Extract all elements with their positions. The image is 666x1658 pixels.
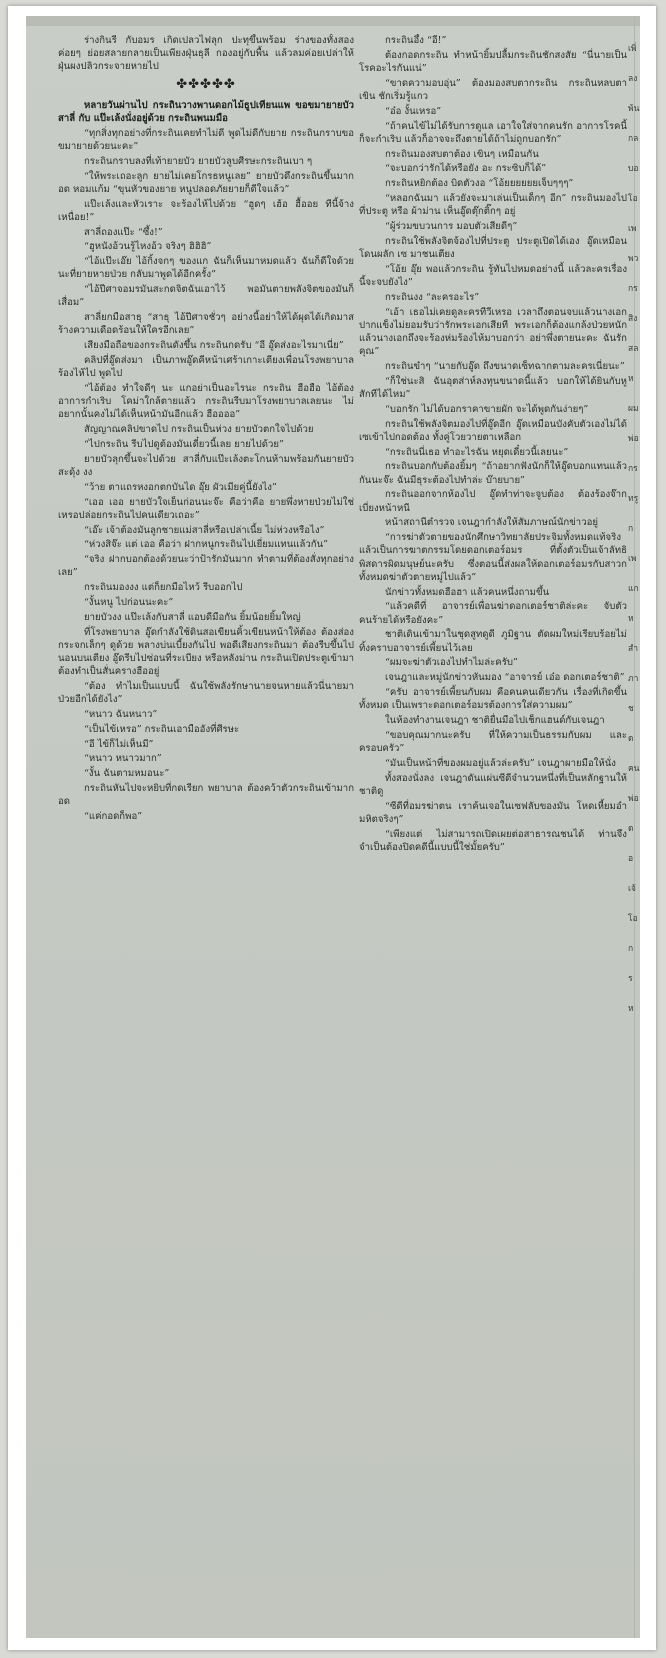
- paragraph: “ว้าย ตาแถรหงอกตกบันได อุ๊ย ผัวเมียคู่นี้ยังไง”: [84, 481, 277, 493]
- edge-fragment: พ่อ: [628, 794, 639, 804]
- edge-fragment: ก: [628, 944, 634, 954]
- edge-fragment: ร: [628, 974, 633, 984]
- edge-fragment: ช: [628, 704, 634, 714]
- paragraph: “งั้นหนู ไปก่อนนะคะ”: [84, 596, 174, 608]
- paragraph: “ขาดความอบอุ่น” ต้องมองสบตากระถิน กระถินหลบตาเขิน ชักเริ่มรู้แกว: [359, 77, 627, 102]
- edge-fragment: เพิ่: [628, 44, 637, 54]
- paragraph: “หนาว หนาวมาก”: [84, 753, 162, 765]
- paragraph: “ไอ้แป๊ะเอ๊ย ไอ้กิ้งจกๆ ของแก ฉันก็เห็นมาหมดแล้ว ฉันก็ดีใจด้วยนะที่ยายหายป่วย กลับมาพูดได้อีกครั้ง”: [58, 256, 354, 281]
- paragraph: คลิปที่อู๊ดส่งมา เป็นภาพอู๊ดคีหน้าเศร้าเกาะเตียงเพื่อนโรงพยาบาลร้องไห้ไป พูดไป: [58, 355, 354, 380]
- paragraph: “ฮูหนังอ้วนรู้ไหงอ้ว จริงๆ ฮิฮิฮิ”: [84, 241, 212, 253]
- paragraph: เจนฎาและหมู่นักข่าวหันมอง “อาจารย์ เอ๋อ ดอกเตอร์ชาติ”: [385, 672, 625, 684]
- edge-fragment: โอ: [628, 914, 638, 924]
- edge-fragment: สำ: [628, 644, 638, 654]
- paragraph: “งั้น ฉันตามหมอนะ”: [84, 768, 170, 780]
- paragraph: กระถินใช้พลังจิตมองไปที่อู๊ดอีก อู๊ดเหมือนบังคับตัวเองไม่ได้ เซเข้าไปกอดต้อง ทั้งคู่โวยวายตาเหลือก: [359, 418, 627, 443]
- paragraph: กระถินอึ้ง “อี!”: [385, 35, 447, 46]
- edge-fragment: ห: [628, 614, 634, 624]
- edge-fragment: ด: [628, 734, 634, 744]
- edge-fragment: ลง: [628, 74, 638, 84]
- section-lead-paragraph: หลายวันผ่านไป กระถินวางพานดอกไม้ธูปเทียนแพ ขอขมายายบัว สาลี่ กับ แป๊ะเล้งนั่งอยู่ด้วย กระถินพนมมือ: [58, 99, 354, 125]
- paragraph: “แล้วคดีที่ อาจารย์เพื่อนฆ่าดอกเตอร์ชาติล่ะคะ จับตัวคนร้ายได้หรือยังคะ”: [359, 601, 627, 626]
- paragraph: “ถ้าคนไข้ไม่ได้รับการดูแล เอาใจใส่จากคนรัก อาการโรคนี้ก็จะกำเริบ แล้วก็อาจจะถึงตายได้ถ้าไม่ถูกบอกรัก”: [359, 120, 627, 145]
- article-left-column: [58, 34, 354, 1634]
- section-divider-stars: ✤✤✤✤✤: [176, 76, 236, 92]
- edge-fragment: เพ: [628, 554, 637, 564]
- paragraph: ที่โรงพยาบาล อู๊ดกำลังใช้ดินสอเขียนคิ้วเขียนหน้าให้ต้อง ต้องส่องกระจกเล็กๆ ดูด้วย พลางบ่นเบี้ยงกันไป พอดีเสียงกระถินมา ต้องรีบขึ้นไปนอนบนเตียง อู๊ดรีบไปซ่อนที่ระเบียง หรือหลังม่าน กระถินเปิดประตูเข้ามา ต้องทำเป็นสั่นครางฮืออยู่: [58, 626, 354, 678]
- paragraph: “ผมจะฆ่าตัวเองไปทำไมล่ะครับ”: [385, 657, 518, 669]
- edge-fragment: พ้น: [628, 104, 640, 114]
- paragraph: กระถินบอกกับต้องยิ้มๆ “ถ้าอยากฟังนักก็ให้อู๊ดบอกแทนแล้วกันนะจ๊ะ ฉันมีธุระต้องไปทำล่ะ บ๊ายบาย”: [359, 461, 627, 486]
- paragraph: “หนาว ฉันหนาว”: [84, 708, 158, 720]
- edge-fragment: บอ: [628, 164, 639, 174]
- edge-fragment: ผม: [628, 404, 639, 414]
- paragraph: ร่างกินรี กับอมร เกิดเปลวไฟลุก ปะทุขึ้นพร้อม ร่างของทั้งสองค่อยๆ ย่อยสลายกลายเป็นเพียงฝุ่นธุลี กองอยู่กับพื้น แล้วลมค่อยเปล่าให้ฝุ่นผงปลิวกระจายหายไป: [58, 35, 354, 73]
- paragraph: ต้องกอดกระถิน ทำหน้ายิ้มปลื้มกระถินชักสงสัย “นี่นายเป็นโรคอะไรกันแน่”: [359, 49, 627, 74]
- paragraph: “มันเป็นหน้าที่ของผมอยู่แล้วล่ะครับ” เจนฎาผายมือให้นั่ง: [385, 757, 616, 769]
- paragraph: “แค่กอดก็พอ”: [84, 810, 143, 822]
- page-top-strip: [26, 16, 640, 26]
- edge-fragment: ห: [628, 374, 634, 384]
- paragraph: “เป็นไข้เหรอ” กระถินเอามืออังที่ศีรษะ: [84, 723, 240, 735]
- edge-fragment: พว: [628, 254, 639, 264]
- paragraph: “ซีดีที่อมรฆ่าตน เราค้นเจอในเซฟลับของมัน โหดเหี้ยมอำมหิตจริงๆ”: [359, 800, 627, 825]
- paragraph: “ผู้ร่วมขบวนการ มอบตัวเสียดีๆ”: [385, 220, 518, 232]
- paragraph: ชาติเดินเข้ามาในชุดสูทดูดี ภูมิฐาน ตัดผมใหม่เรียบร้อยไม่ทิ้งคราบอาจารย์เพี้ยนไว้เลย: [359, 629, 627, 654]
- edge-fragment: แก: [628, 584, 639, 594]
- paragraph: “ขอบคุณมากนะครับ ที่ให้ความเป็นธรรมกับผม และครอบครัว”: [359, 729, 627, 754]
- edge-fragment: พ่อ: [628, 434, 639, 444]
- paragraph: “ไอ้ต้อง ทำใจดีๆ นะ แกอย่าเป็นอะไรนะ กระถิน ฮือฮือ ไอ้ต้องอาการกำเริบ โคม่าใกล้ตายแล้ว กระถินรีบมาโรงพยาบาลเลยนะ ไม่อยากนั้นคงไม่ได้เห็นหน้ามันอีกแล้ว ฮืออออ”: [58, 383, 354, 421]
- paragraph: กระถินกราบลงที่เท้ายายบัว ยายบัวลูบศีรษะกระถินเบา ๆ: [84, 155, 313, 167]
- paragraph: “โอ้ย อุ๊ย พอแล้วกระถิน รู้ทันไปหมดอย่างนี้ แล้วละครเรื่องนี้จะจบยังไง”: [359, 263, 627, 288]
- paragraph: “ทุกสิ่งทุกอย่างที่กระถินเคยทำไม่ดี พูดไม่ดีกับยาย กระถินกราบขอขมายายด้วยนะคะ”: [58, 127, 354, 153]
- paragraph: สาลี่ยกมือสาธุ “สาธุ ไอ้ปีศาจชั่วๆ อย่างนี้อย่าให้ได้ผุดได้เกิดมาสร้างความเดือดร้อนให้ใครอีกเลย”: [58, 312, 354, 337]
- paragraph: “จะบอกว่ารักได้หรือยัง อะ กระซิบก็ได้”: [385, 163, 547, 175]
- edge-fragment: กร: [628, 284, 638, 294]
- paragraph: แป๊ะเล้งและหัวเราะ จะร้องไห้ไปด้วย “ฮูดๆ เฮ้อ ฮื้ออย ทีนี้จ้างเหนื่อย!”: [58, 198, 354, 223]
- edge-fragment: สิง: [628, 314, 638, 324]
- paragraph: กระถินออกจากห้องไป อู๊ดทำท่าจะจูบต้อง ต้องร้องจ๊าก เบี่ยงหน้าหนี: [359, 489, 627, 514]
- edge-fragment: ก: [628, 524, 634, 534]
- paragraph: “เอ๊ะ เจ้าต้องมันลูกชายแม่สาลี่หรือเปล่าเนี้ย ไม่ห่วงหรือไง”: [84, 524, 325, 536]
- edge-fragment: ห: [628, 1004, 634, 1014]
- edge-fragment: ด: [628, 824, 634, 834]
- paragraph: กระถินขำๆ “นายกับอู๊ด ถึงขนาดเซ็ทฉากตามละครเนี่ยนะ”: [385, 360, 625, 372]
- paragraph: สาลี่ถองแป๊ะ “ซึ้ง!”: [84, 226, 163, 238]
- paragraph: “ให้พระเถอะลูก ยายไม่เคยโกรธหนูเลย” ยายบัวดึงกระถินขึ้นมากอด หอมแก้ม “ขุนหัวของยาย หนูปลอดภัยยายก็ดีใจแล้ว”: [58, 170, 354, 195]
- edge-fragment: ทรู: [628, 494, 639, 504]
- paragraph: กระถินงง “ละครอะไร”: [385, 291, 480, 303]
- paragraph: “ครับ อาจารย์เพี้ยนกับผม คือคนคนเดียวกัน เรื่องที่เกิดขึ้นทั้งหมด เป็นเพราะดอกเตอร์อมรต้องการใส่ความผม”: [359, 686, 627, 712]
- paragraph: “อี ไข้ก็ไม่เห็นมี”: [84, 738, 154, 750]
- edge-fragment: คน: [628, 764, 640, 774]
- paragraph: “เอ้า เธอไม่เคยดูละครทีวีเหรอ เวลาถึงตอนจบแล้วนางเอกปากแข็งไม่ยอมรับว่ารักพระเอกเสียที พระเอกก็ต้องแกล้งป่วยหนัก แล้วนางเอกถึงจะร้องห่มร้องไห้มาบอกว่า อย่าพึ่งตายนะคะ ฉันรักคุณ”: [359, 306, 627, 358]
- edge-fragment: เจ้: [628, 884, 636, 894]
- paragraph: สัญญาณคลิปขาดไป กระถินเป็นห่วง ยายบัวตกใจไปด้วย: [84, 424, 314, 436]
- paragraph: “อ๋อ งั้นเหรอ”: [385, 105, 442, 117]
- paragraph: “ก็ใช่นะสิ ฉันอุตส่าห์ลงทุนขนาดนี้แล้ว บอกให้ได้ยินกับหูสักทีได้ไหม”: [359, 375, 627, 400]
- paragraph: “กระถินนี่เธอ ทำอะไรฉัน หยุดเดี๋ยวนี้เลยนะ”: [385, 446, 569, 458]
- paragraph: ทั้งสองนั่งลง เจนฎาดันแผ่นซีดีจำนวนหนึ่งที่เป็นหลักฐานให้ชาติดู: [359, 772, 627, 797]
- paragraph: “เออ เออ ยายบัวใจเย็นก่อนนะจ๊ะ คือว่าคือ ยายพึ่งหายป่วยไม่ใช่เหรอปล่อยกระถินไปคนเดียวเถอะ”: [58, 496, 354, 521]
- paragraph: “การฆ่าตัวตายของนักศึกษาวิทยาลัยประจิมทั้งหมดแท้จริงแล้วเป็นการฆาตกรรมโดยดอกเตอร์อมร ที่ตั้งตัวเป็นเจ้าลัทธิพิสดารผิดมนุษย์นะครับ ซึ่งตอนนี้ส่งผลให้ดอกเตอร์อมรกับสาวกทั้งหมดฆ่าตัวตายหมู่ไปแล้ว”: [359, 532, 627, 583]
- article-right-column: [359, 34, 627, 1634]
- edge-fragment: ภา: [628, 674, 639, 684]
- paragraph: กระถินหยิกต้อง บิดตัวงอ “โอ้ยยยยยยเจ็บๆๆๆ”: [385, 178, 574, 190]
- paragraph: “ไปกระถิน รีบไปดูต้องมันเดี๋ยวนี้เลย ยายไปด้วย”: [84, 439, 284, 450]
- paragraph: ยายบัวลุกขึ้นจะไปด้วย สาลี่กับแป๊ะเล้งตะโกนห้ามพร้อมกันยายบัวสะดุ้ง งง: [58, 453, 354, 478]
- paragraph: ยายบัวงง แป๊ะเล้งกับสาลี่ แอบดีมือกัน ยิ้มน้อยยิ้มใหญ่: [84, 611, 301, 623]
- paragraph: หน้าสถานีตำรวจ เจนฎากำลังให้สัมภาษณ์นักข่าวอยู่: [385, 517, 598, 529]
- paragraph: “เพียงแต่ ไม่สามารถเปิดเผยต่อสาธารณชนได้ ท่านจึงจำเป็นต้องปิดคดีนี้แบบนี้ใช่มั้ยครับ”: [359, 828, 627, 853]
- photo-frame: [8, 6, 656, 1650]
- edge-fragment: โอ: [628, 194, 638, 204]
- edge-fragment: อ: [628, 854, 634, 864]
- paragraph: “บอกรัก ไม่ได้บอกราคาขายผัก จะได้พูดกันง่ายๆ”: [385, 403, 589, 415]
- paragraph: กระถินใช้พลังจิตจ้องไปที่ประตู ประตูเปิดได้เอง อู๊ดเหมือนโดนผลัก เซ มาชนเตียง: [359, 235, 627, 260]
- paragraph: ในห้องทำงานเจนฎา ชาติยื่นมือไปเช็กแฮนด์กับเจนฎา: [385, 714, 605, 726]
- paragraph: นักข่าวทั้งหมดฮือฮา แล้วคนหนึ่งถามขึ้น: [385, 586, 550, 598]
- edge-fragment: กร: [628, 464, 638, 474]
- paragraph: “ห่วงสิจ๊ะ แต่ เออ คือว่า ฝากหนูกระถินไปเยี่ยมแทนแล้วกัน”: [84, 539, 329, 551]
- paragraph: “หลอกฉันมา แล้วยังจะมาเล่นเป็นเด็กๆ อีก” กระถินมองไปที่ประตู หรือ ผ้าม่าน เห็นอู๊ดตุ๊กติ๊กๆ อยู่: [359, 192, 627, 218]
- adjacent-column-edge-fragments: [628, 34, 640, 1634]
- paragraph: “จริง ฝากบอกต้องด้วยนะว่าป้ารักมันมาก ทำตามที่ต้องสั่งทุกอย่างเลย”: [58, 554, 354, 579]
- paragraph: เสียงมือถือของกระถินดังขึ้น กระถินกดรับ “อี อู๊ดส่งอะไรมาเนี่ย”: [84, 340, 344, 352]
- newspaper-page: [26, 16, 640, 1638]
- paragraph: กระถินมองงง แต่ก็ยกมือไหว้ รีบออกไป: [84, 582, 243, 594]
- paragraph: “ไอ้ปีศาจอมรมันสะกดจิตฉันเอาไว้ พอมันตายพลังจิตของมันก็เสื่อม”: [58, 284, 354, 309]
- paragraph: กระถินมองสบตาต้อง เขินๆ เหมือนกัน: [385, 148, 539, 160]
- edge-fragment: กล: [628, 134, 639, 144]
- paragraph: กระถินหันไปจะหยิบที่กดเรียก พยาบาล ต้องคว้าตัวกระถินเข้ามากอด: [58, 782, 354, 808]
- edge-fragment: เพ: [628, 224, 637, 234]
- paragraph: “ต้อง ทำไมเป็นแบบนี้ ฉันใช้พลังรักษานายจนหายแล้วนี่นายมาป่วยอีกได้ยังไง”: [58, 680, 354, 706]
- edge-fragment: สล: [628, 344, 639, 354]
